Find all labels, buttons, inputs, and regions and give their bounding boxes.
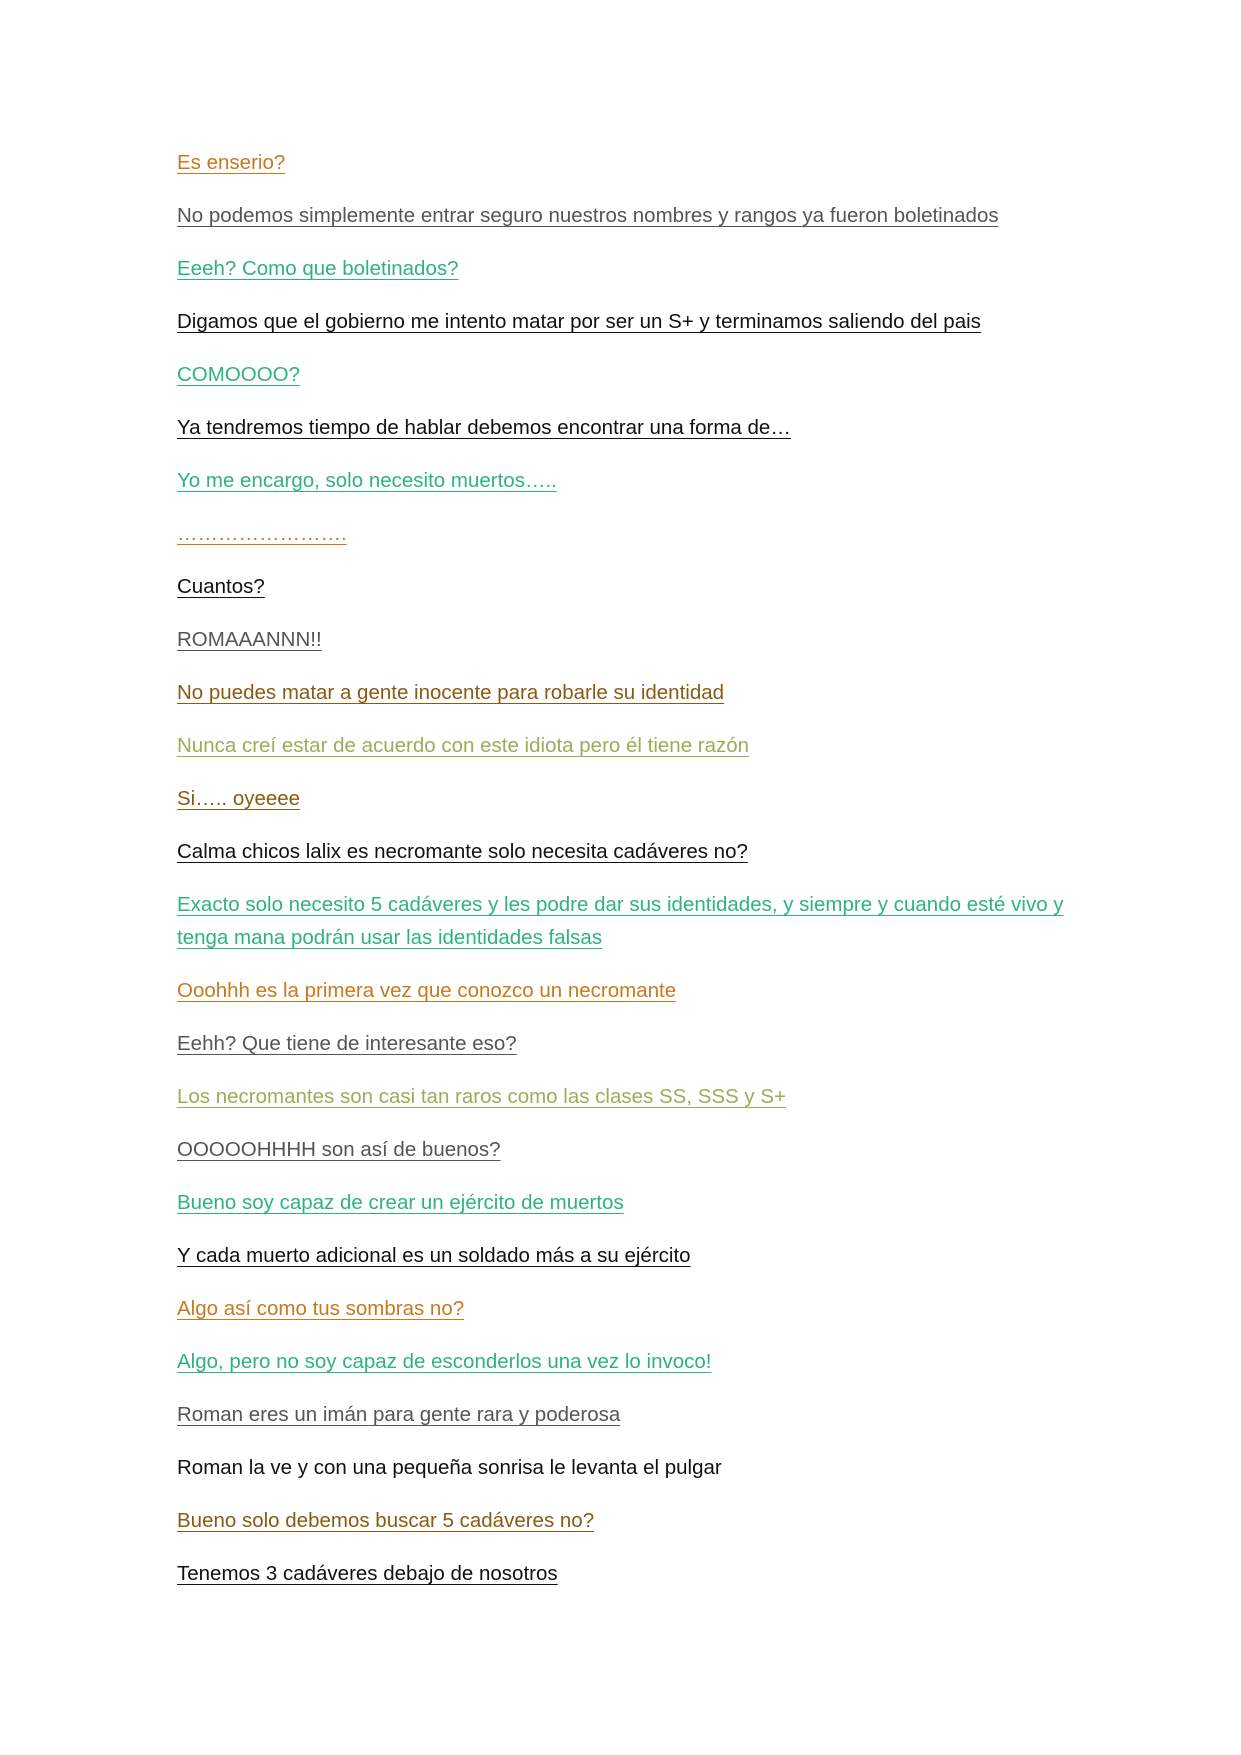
dialogue-line: Tenemos 3 cadáveres debajo de nosotros	[177, 1562, 558, 1585]
dialogue-line: Eehh? Que tiene de interesante eso?	[177, 1032, 517, 1055]
narration-line: Roman la ve y con una pequeña sonrisa le levanta el pulgar	[177, 1456, 722, 1479]
dialogue-line: Cuantos?	[177, 575, 265, 598]
dialogue-line: Ooohhh es la primera vez que conozco un necromante	[177, 979, 677, 1002]
dialogue-line: ROMAAANNN!!	[177, 628, 322, 651]
dialogue-line: Calma chicos lalix es necromante solo necesita cadáveres no?	[177, 840, 748, 863]
dialogue-line: Bueno solo debemos buscar 5 cadáveres no?	[177, 1509, 595, 1532]
dialogue-line: Eeeh? Como que boletinados?	[177, 257, 459, 280]
dialogue-line: Y cada muerto adicional es un soldado más a su ejército	[177, 1244, 691, 1267]
dialogue-line: Digamos que el gobierno me intento matar por ser un S+ y terminamos saliendo del pais	[177, 310, 981, 333]
dialogue-line: No podemos simplemente entrar seguro nuestros nombres y rangos ya fueron boletinados	[177, 204, 999, 227]
dialogue-line: Exacto solo necesito 5 cadáveres y les podre dar sus identidades, y siempre y cuando esté vivo y tenga mana podrán usar las identidades falsas	[177, 893, 1064, 949]
dialogue-line: COMOOOO?	[177, 363, 301, 386]
dialogue-line: Los necromantes son casi tan raros como las clases SS, SSS y S+	[177, 1085, 787, 1108]
dialogue-line: Nunca creí estar de acuerdo con este idiota pero él tiene razón	[177, 734, 750, 757]
dialogue-line: OOOOOHHHH son así de buenos?	[177, 1138, 501, 1161]
dialogue-line: Yo me encargo, solo necesito muertos…..	[177, 469, 557, 492]
dialogue-line: Bueno soy capaz de crear un ejército de muertos	[177, 1191, 624, 1214]
dialogue-text-block	[177, 146, 1077, 1610]
dialogue-line: Ya tendremos tiempo de hablar debemos encontrar una forma de…	[177, 416, 791, 439]
dialogue-line: Roman eres un imán para gente rara y poderosa	[177, 1403, 621, 1426]
dialogue-line: Algo, pero no soy capaz de esconderlos una vez lo invoco!	[177, 1350, 712, 1373]
dialogue-line: Si….. oyeeee	[177, 787, 301, 810]
dialogue-line: No puedes matar a gente inocente para robarle su identidad	[177, 681, 725, 704]
dialogue-line: …………………….	[177, 522, 347, 545]
dialogue-line: Es enserio?	[177, 151, 286, 174]
dialogue-line: Algo así como tus sombras no?	[177, 1297, 465, 1320]
